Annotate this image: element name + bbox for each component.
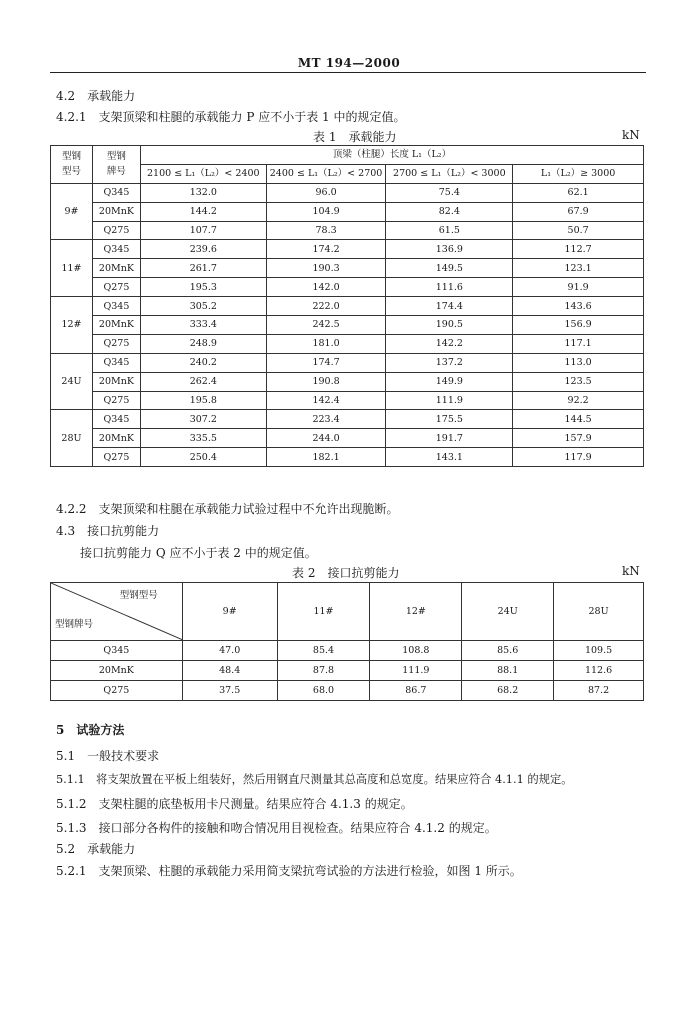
table-row [51, 372, 644, 391]
steel-grade-cell: 20MnK [92, 372, 140, 391]
steel-grade-cell: Q275 [92, 221, 140, 240]
table-row [51, 661, 644, 681]
capacity-value-cell: 91.9 [513, 278, 644, 297]
capacity-value-cell: 190.8 [266, 372, 386, 391]
shear-value-cell: 85.6 [462, 641, 554, 661]
type-header: 24U [462, 583, 554, 641]
steel-grade-cell: Q275 [92, 334, 140, 353]
table2-title: 表 2 接口抗剪能力 [292, 566, 400, 580]
section-4-3-text: 接口抗剪能力 Q 应不小于表 2 中的规定值。 [80, 546, 317, 560]
capacity-value-cell: 222.0 [266, 297, 386, 316]
capacity-value-cell: 305.2 [140, 297, 266, 316]
capacity-value-cell: 111.9 [386, 391, 513, 410]
section-5-1-2: 5.1.2 支架柱腿的底垫板用卡尺测量。结果应符合 4.1.3 的规定。 [56, 797, 413, 811]
capacity-value-cell: 142.4 [266, 391, 386, 410]
table-row [51, 183, 644, 202]
steel-grade-cell: 20MnK [51, 661, 183, 681]
section-5-1: 5.1 一般技术要求 [56, 749, 160, 763]
load-capacity-table [50, 145, 644, 467]
capacity-value-cell: 143.1 [386, 448, 513, 467]
table-row [51, 429, 644, 448]
capacity-value-cell: 96.0 [266, 183, 386, 202]
capacity-value-cell: 191.7 [386, 429, 513, 448]
table-row [51, 240, 644, 259]
shear-value-cell: 111.9 [370, 661, 462, 681]
capacity-value-cell: 261.7 [140, 259, 266, 278]
type-header: 11# [277, 583, 370, 641]
span-header: 顶梁（柱腿）长度 L₁（L₂） [140, 146, 643, 165]
steel-type-cell: 24U [51, 353, 93, 410]
capacity-value-cell: 75.4 [386, 183, 513, 202]
capacity-value-cell: 92.2 [513, 391, 644, 410]
capacity-value-cell: 149.9 [386, 372, 513, 391]
steel-grade-cell: 20MnK [92, 316, 140, 335]
capacity-value-cell: 333.4 [140, 316, 266, 335]
capacity-value-cell: 104.9 [266, 202, 386, 221]
capacity-value-cell: 142.2 [386, 334, 513, 353]
shear-value-cell: 47.0 [182, 641, 277, 661]
capacity-value-cell: 61.5 [386, 221, 513, 240]
steel-grade-cell: Q345 [92, 183, 140, 202]
steel-grade-cell: Q345 [92, 353, 140, 372]
capacity-value-cell: 136.9 [386, 240, 513, 259]
table1-unit: kN [622, 128, 640, 142]
capacity-value-cell: 132.0 [140, 183, 266, 202]
type-header: 9# [182, 583, 277, 641]
capacity-value-cell: 144.2 [140, 202, 266, 221]
capacity-value-cell: 174.7 [266, 353, 386, 372]
shear-value-cell: 87.2 [554, 681, 644, 701]
range-header: 2700 ≤ L₁（L₂）< 3000 [386, 164, 513, 183]
capacity-value-cell: 123.5 [513, 372, 644, 391]
capacity-value-cell: 182.1 [266, 448, 386, 467]
capacity-value-cell: 67.9 [513, 202, 644, 221]
steel-type-cell: 9# [51, 183, 93, 240]
shear-value-cell: 48.4 [182, 661, 277, 681]
standard-code: MT 194—2000 [297, 56, 401, 70]
shear-value-cell: 85.4 [277, 641, 370, 661]
diagonal-header-cell [51, 583, 183, 641]
capacity-value-cell: 112.7 [513, 240, 644, 259]
capacity-value-cell: 156.9 [513, 316, 644, 335]
capacity-value-cell: 50.7 [513, 221, 644, 240]
range-header: 2400 ≤ L₁（L₂）< 2700 [266, 164, 386, 183]
shear-capacity-table [50, 582, 644, 701]
capacity-value-cell: 107.7 [140, 221, 266, 240]
section-5-1-3: 5.1.3 接口部分各构件的接触和吻合情况用目视检查。结果应符合 4.1.2 的规定。 [56, 821, 497, 835]
section-5-1-1: 5.1.1 将支架放置在平板上组装好，然后用钢直尺测量其总高度和总宽度。结果应符合 4.1.1 的规定。 [56, 773, 573, 786]
steel-grade-cell: Q275 [92, 391, 140, 410]
capacity-value-cell: 123.1 [513, 259, 644, 278]
capacity-value-cell: 240.2 [140, 353, 266, 372]
capacity-value-cell: 244.0 [266, 429, 386, 448]
table-row [51, 297, 644, 316]
steel-grade-cell: Q345 [51, 641, 183, 661]
capacity-value-cell: 262.4 [140, 372, 266, 391]
steel-grade-cell: 20MnK [92, 429, 140, 448]
section-4-2: 4.2 承载能力 [56, 89, 136, 103]
table-row [51, 334, 644, 353]
col-header-steel-grade: 型钢 牌号 [92, 146, 140, 184]
shear-value-cell: 88.1 [462, 661, 554, 681]
capacity-value-cell: 175.5 [386, 410, 513, 429]
steel-grade-cell: Q275 [92, 448, 140, 467]
table-row [51, 316, 644, 335]
capacity-value-cell: 223.4 [266, 410, 386, 429]
table-row [51, 202, 644, 221]
capacity-value-cell: 117.9 [513, 448, 644, 467]
section-4-3: 4.3 接口抗剪能力 [56, 524, 160, 538]
capacity-value-cell: 250.4 [140, 448, 266, 467]
table1-title: 表 1 承载能力 [313, 130, 397, 144]
capacity-value-cell: 78.3 [266, 221, 386, 240]
capacity-value-cell: 248.9 [140, 334, 266, 353]
capacity-value-cell: 144.5 [513, 410, 644, 429]
range-header: L₁（L₂）≥ 3000 [513, 164, 644, 183]
capacity-value-cell: 117.1 [513, 334, 644, 353]
capacity-value-cell: 62.1 [513, 183, 644, 202]
section-5: 5 试验方法 [56, 723, 125, 737]
table-row [51, 259, 644, 278]
table-row [51, 681, 644, 701]
capacity-value-cell: 111.6 [386, 278, 513, 297]
steel-type-cell: 11# [51, 240, 93, 297]
capacity-value-cell: 242.5 [266, 316, 386, 335]
diag-label-grade: 型钢牌号 [55, 619, 94, 630]
steel-grade-cell: Q275 [51, 681, 183, 701]
shear-value-cell: 112.6 [554, 661, 644, 681]
table-row [51, 353, 644, 372]
diagonal-line [51, 583, 183, 640]
steel-type-cell: 12# [51, 297, 93, 354]
shear-value-cell: 86.7 [370, 681, 462, 701]
capacity-value-cell: 190.3 [266, 259, 386, 278]
capacity-value-cell: 307.2 [140, 410, 266, 429]
capacity-value-cell: 82.4 [386, 202, 513, 221]
steel-grade-cell: Q345 [92, 410, 140, 429]
capacity-value-cell: 149.5 [386, 259, 513, 278]
table-row [51, 221, 644, 240]
shear-value-cell: 109.5 [554, 641, 644, 661]
shear-value-cell: 37.5 [182, 681, 277, 701]
table-row [51, 641, 644, 661]
capacity-value-cell: 137.2 [386, 353, 513, 372]
table-row [51, 448, 644, 467]
table2-unit: kN [622, 564, 640, 578]
capacity-value-cell: 195.8 [140, 391, 266, 410]
header-rule [50, 72, 646, 73]
capacity-value-cell: 113.0 [513, 353, 644, 372]
shear-value-cell: 87.8 [277, 661, 370, 681]
diag-label-type: 型钢型号 [119, 590, 158, 601]
shear-value-cell: 68.0 [277, 681, 370, 701]
capacity-value-cell: 239.6 [140, 240, 266, 259]
section-4-2-1: 4.2.1 支架顶梁和柱腿的承载能力 P 应不小于表 1 中的规定值。 [56, 110, 406, 124]
section-5-2: 5.2 承载能力 [56, 842, 136, 856]
capacity-value-cell: 190.5 [386, 316, 513, 335]
table-row [51, 410, 644, 429]
capacity-value-cell: 335.5 [140, 429, 266, 448]
steel-grade-cell: 20MnK [92, 259, 140, 278]
shear-value-cell: 108.8 [370, 641, 462, 661]
type-header: 12# [370, 583, 462, 641]
capacity-value-cell: 174.4 [386, 297, 513, 316]
steel-grade-cell: Q275 [92, 278, 140, 297]
capacity-value-cell: 181.0 [266, 334, 386, 353]
steel-grade-cell: 20MnK [92, 202, 140, 221]
col-header-steel-type: 型钢 型号 [51, 146, 93, 184]
capacity-value-cell: 157.9 [513, 429, 644, 448]
capacity-value-cell: 195.3 [140, 278, 266, 297]
shear-value-cell: 68.2 [462, 681, 554, 701]
range-header: 2100 ≤ L₁（L₂）< 2400 [140, 164, 266, 183]
capacity-value-cell: 143.6 [513, 297, 644, 316]
table-row [51, 391, 644, 410]
section-4-2-2: 4.2.2 支架顶梁和柱腿在承载能力试验过程中不允许出现脆断。 [56, 502, 399, 516]
steel-grade-cell: Q345 [92, 297, 140, 316]
steel-grade-cell: Q345 [92, 240, 140, 259]
steel-type-cell: 28U [51, 410, 93, 467]
capacity-value-cell: 142.0 [266, 278, 386, 297]
section-5-2-1: 5.2.1 支架顶梁、柱腿的承载能力采用简支梁抗弯试验的方法进行检验，如图 1 所示。 [56, 864, 522, 878]
table-row [51, 278, 644, 297]
capacity-value-cell: 174.2 [266, 240, 386, 259]
type-header: 28U [554, 583, 644, 641]
